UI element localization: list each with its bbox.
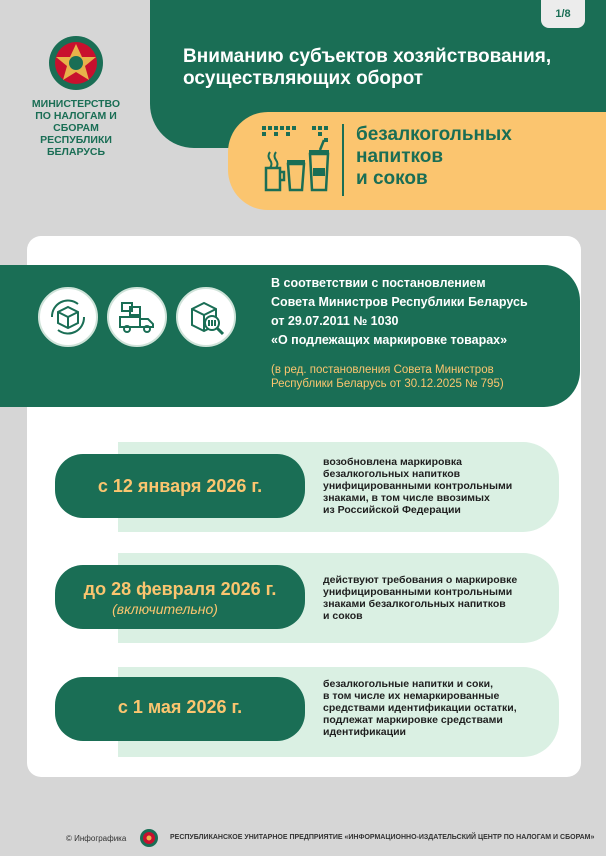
product-line-2: напитков bbox=[356, 146, 444, 167]
date-pill-3 bbox=[55, 677, 305, 741]
text-line: в том числе их немаркированные bbox=[323, 690, 500, 702]
box-scan-icon bbox=[176, 287, 236, 347]
timeline-text-1 bbox=[323, 456, 543, 516]
date-label-2: до 28 февраля 2026 г. bbox=[83, 579, 277, 599]
footer-copyright: © Инфографика bbox=[66, 834, 127, 843]
timeline-text-3 bbox=[323, 678, 543, 738]
text-line: безалкогольные напитки и соки, bbox=[323, 678, 494, 690]
footer-organization: РЕСПУБЛИКАНСКОЕ УНИТАРНОЕ ПРЕДПРИЯТИЕ «ИНФОРМАЦИОННО-ИЗДАТЕЛЬСКИЙ ЦЕНТР ПО НАЛОГАМ И СБОРАМ» bbox=[170, 834, 595, 841]
decree-line-4: «О подлежащих маркировке товарах» bbox=[271, 333, 508, 347]
text-line: знаками, в том числе ввозимых bbox=[323, 492, 490, 504]
decree-line-3: от 29.07.2011 № 1030 bbox=[271, 314, 399, 328]
delivery-truck-icon bbox=[107, 287, 167, 347]
timeline-text-2 bbox=[323, 574, 543, 622]
date-label-3: с 1 мая 2026 г. bbox=[117, 697, 243, 717]
text-line: подлежат маркировке средствами bbox=[323, 714, 503, 726]
product-line-1: безалкогольных bbox=[356, 124, 512, 145]
product-line-3: и соков bbox=[356, 168, 428, 189]
footer-emblem-icon bbox=[139, 828, 159, 848]
note-line-1: (в ред. постановления Совета Министров bbox=[271, 364, 494, 376]
text-line: средствами идентификации остатки, bbox=[323, 702, 517, 714]
box-rotate-icon bbox=[38, 287, 98, 347]
ministry-name bbox=[20, 98, 132, 158]
date-sublabel-2: (включительно) bbox=[112, 601, 218, 617]
text-line: идентификации bbox=[323, 726, 407, 738]
date-label-1: с 12 января 2026 г. bbox=[97, 476, 263, 496]
text-line: и соков bbox=[323, 610, 363, 622]
text-line: возобновлена маркировка bbox=[323, 456, 462, 468]
note-line-2: Республики Беларусь от 30.12.2025 № 795) bbox=[271, 378, 504, 390]
ministry-line-1: МИНИСТЕРСТВО bbox=[31, 98, 121, 110]
title-line-1: Вниманию субъектов хозяйствования, bbox=[183, 46, 552, 67]
title-line-2: осуществляющих оборот bbox=[183, 68, 424, 89]
page-indicator: 1/8 bbox=[541, 0, 585, 28]
text-line: действуют требования о маркировке bbox=[323, 574, 518, 586]
page-title bbox=[183, 46, 573, 90]
text-line: унифицированными контрольными bbox=[323, 480, 513, 492]
text-line: знаками безалкогольных напитков bbox=[323, 598, 506, 610]
drinks-icon bbox=[260, 124, 332, 194]
ministry-line-2: ПО НАЛОГАМ И СБОРАМ bbox=[35, 110, 117, 134]
divider bbox=[342, 124, 344, 196]
product-title bbox=[356, 124, 556, 190]
text-line: унифицированными контрольными bbox=[323, 586, 513, 598]
text-line: безалкогольных напитков bbox=[323, 468, 461, 480]
decree-note bbox=[271, 363, 561, 391]
ministry-line-3: РЕСПУБЛИКИ БЕЛАРУСЬ bbox=[40, 134, 112, 158]
decree-reference bbox=[271, 274, 561, 350]
date-pill-1 bbox=[55, 454, 305, 518]
date-pill-2 bbox=[55, 565, 305, 629]
text-line: из Российской Федерации bbox=[323, 504, 461, 516]
decree-line-2: Совета Министров Республики Беларусь bbox=[271, 295, 528, 309]
decree-line-1: В соответствии с постановлением bbox=[271, 276, 486, 290]
emblem-icon bbox=[47, 32, 105, 94]
